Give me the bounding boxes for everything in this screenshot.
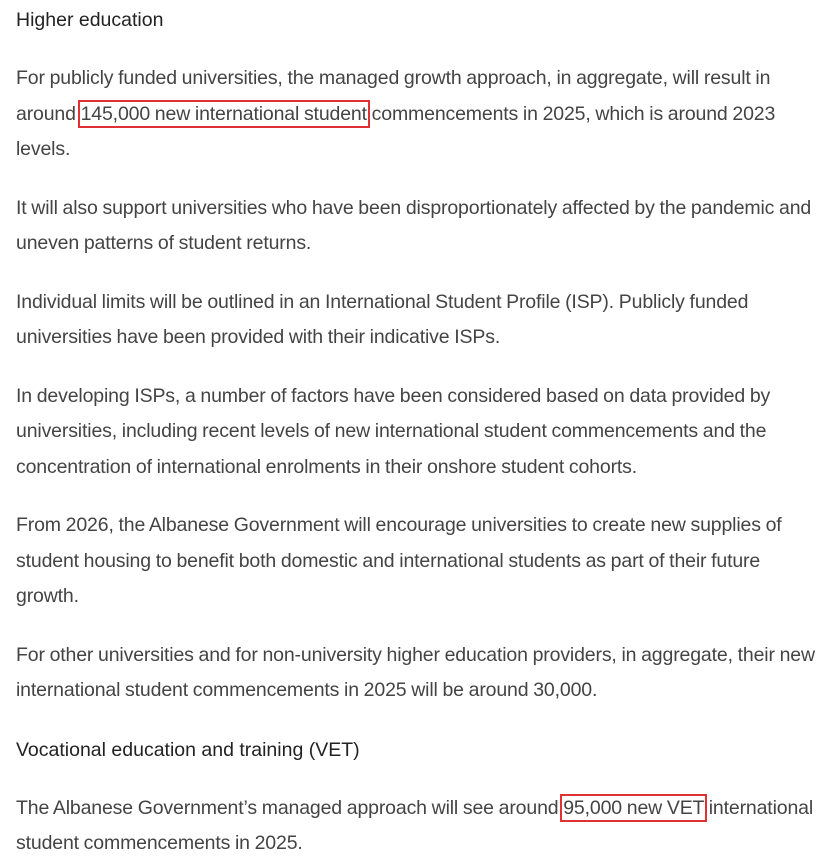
highlight-145000-new-international-student: 145,000 new international student	[80, 102, 367, 125]
paragraph-managed-growth	[16, 61, 824, 168]
paragraph-vet-managed-approach	[16, 791, 824, 862]
paragraph-text: For publicly funded universities, the managed growth approach, in aggregate, will result in around	[16, 67, 771, 125]
paragraph-text: international student commencements in 2025.	[16, 796, 814, 854]
paragraph-support-universities: It will also support universities who have been disproportionately affected by the pandemic and uneven patterns of student returns.	[16, 196, 812, 254]
paragraph-text: commencements in 2025, which is around 2023 levels.	[16, 102, 776, 160]
paragraph-text: The Albanese Government’s managed approach will see around	[16, 796, 564, 819]
heading-higher-education: Higher education	[16, 9, 164, 31]
paragraph-other-universities: For other universities and for non-university higher education providers, in aggregate, their new international student commencements in 2025 will be around 30,000.	[16, 643, 815, 701]
paragraph-developing-isps: In developing ISPs, a number of factors have been considered based on data provided by universities, including recent levels of new international student commencements and the concentration of international enrolments in their onshore student cohorts.	[16, 384, 771, 478]
paragraph-individual-limits: Individual limits will be outlined in an International Student Profile (ISP). Publicly funded universities have been provided with their indicative ISPs.	[16, 290, 749, 348]
highlight-95000-new-vet: 95,000 new VET	[563, 796, 704, 819]
paragraph-student-housing: From 2026, the Albanese Government will encourage universities to create new supplies of student housing to benefit both domestic and international students as part of their future growth.	[16, 514, 782, 607]
heading-vet: Vocational education and training (VET)	[16, 738, 360, 761]
article-body	[16, 0, 824, 862]
